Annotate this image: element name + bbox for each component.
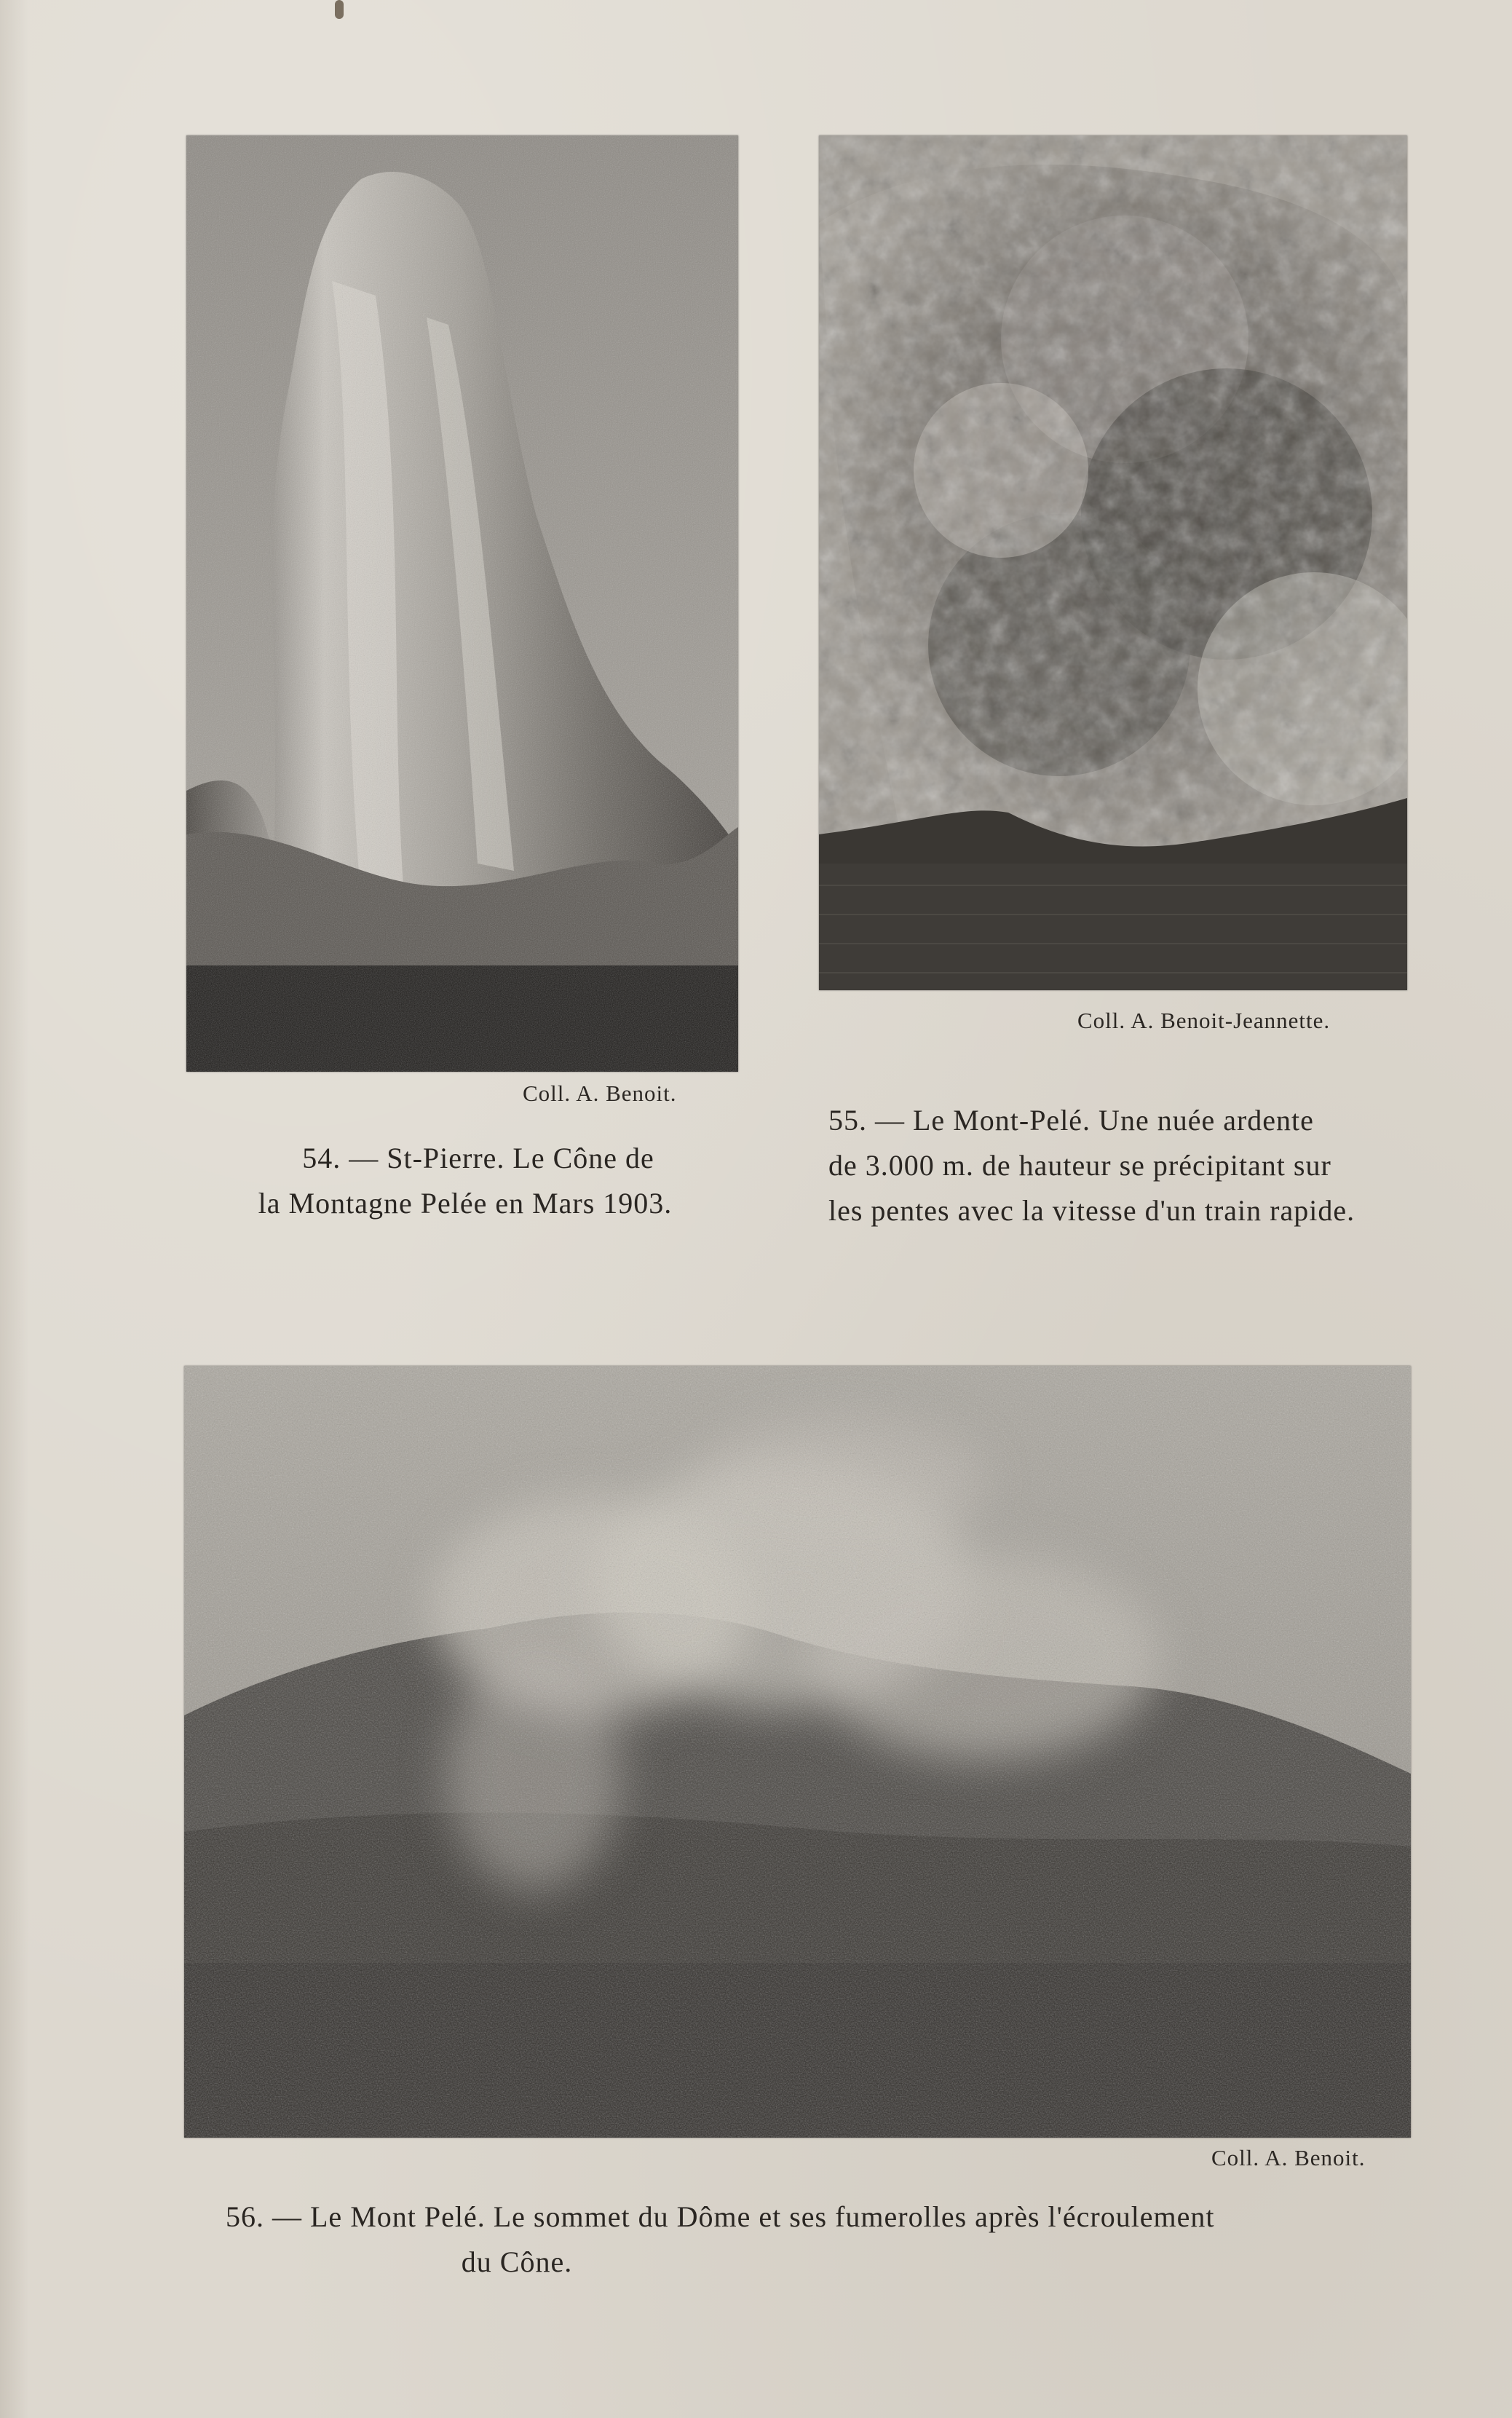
credit-fig56: Coll. A. Benoit. <box>1211 2145 1366 2170</box>
caption-fig56-line2: du Cône. <box>461 2245 573 2278</box>
caption-fig54-line2: la Montagne Pelée en Mars 1903. <box>258 1187 673 1220</box>
credit-fig54: Coll. A. Benoit. <box>523 1080 677 1106</box>
photo-cone-montagne-pelee <box>186 135 738 1072</box>
photo-sommet-dome <box>184 1366 1411 2138</box>
cone-photo-svg <box>186 135 738 1072</box>
photo-nuee-ardente <box>819 135 1407 990</box>
nuee-photo-svg <box>819 135 1407 990</box>
caption-fig54 <box>221 1136 709 1226</box>
caption-fig56 <box>226 2194 1420 2285</box>
caption-fig55-line1: 55. — Le Mont-Pelé. Une nuée ardente <box>828 1104 1314 1137</box>
caption-fig56-line1: 56. — Le Mont Pelé. Le sommet du Dôme et ses fumerolles après l'écroulement <box>226 2200 1215 2233</box>
paper-speck <box>335 0 344 19</box>
caption-fig55-line3: les pentes avec la vitesse d'un train rapide. <box>828 1194 1355 1227</box>
credit-fig55: Coll. A. Benoit-Jeannette. <box>1077 1008 1331 1033</box>
caption-fig55-line2: de 3.000 m. de hauteur se précipitant sur <box>828 1149 1331 1182</box>
dome-photo-svg <box>184 1366 1411 2138</box>
caption-fig55 <box>828 1098 1411 1233</box>
caption-fig54-line1: 54. — St-Pierre. Le Cône de <box>302 1142 654 1174</box>
